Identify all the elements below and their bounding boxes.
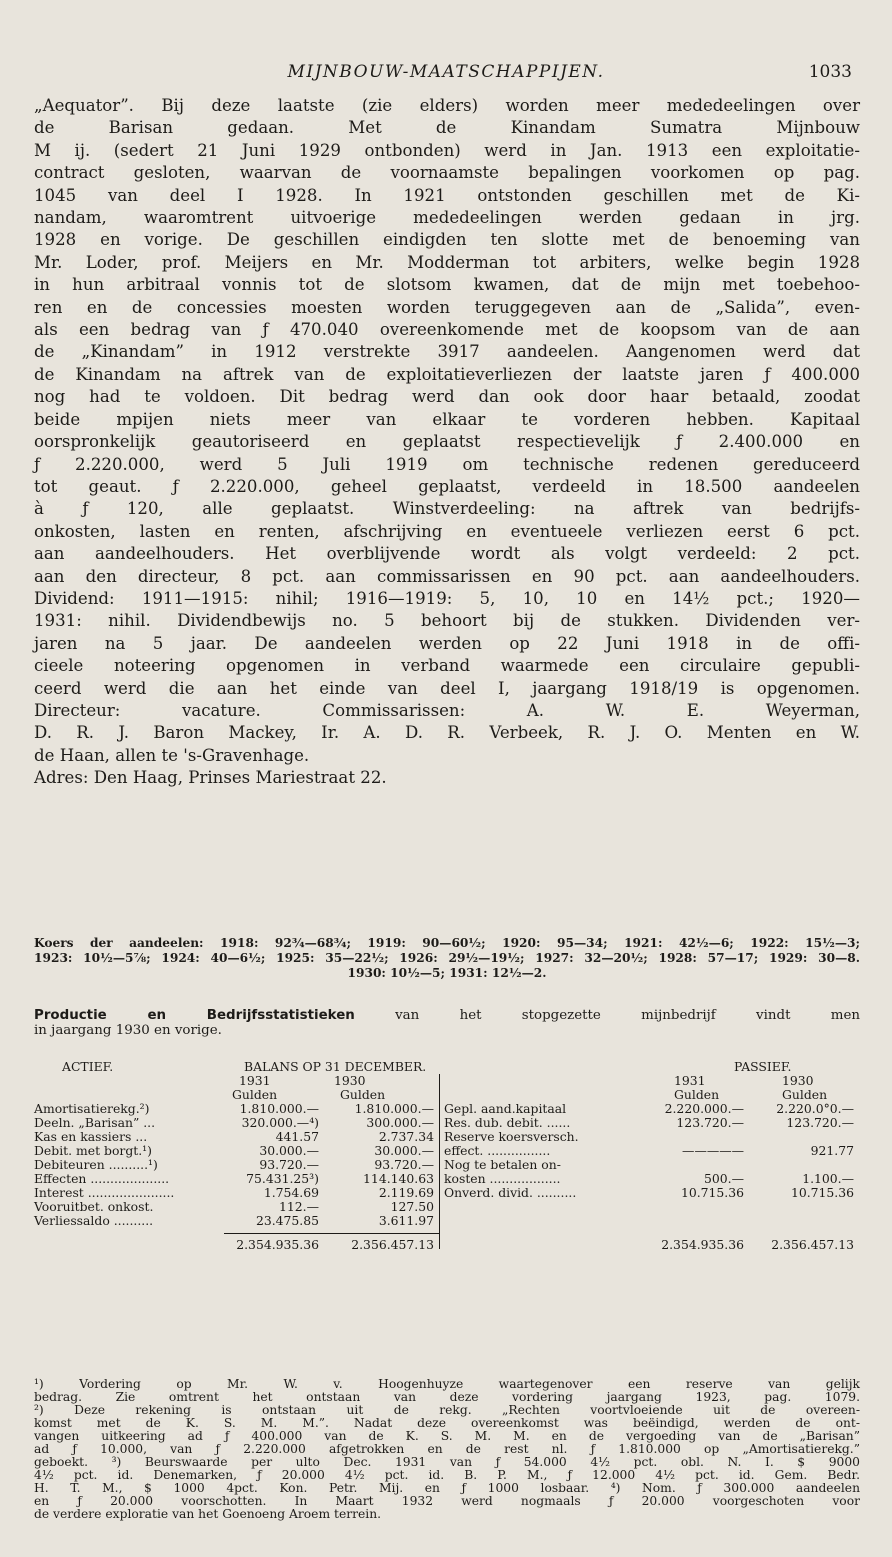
liability-value-1931: 2.220.000.— bbox=[664, 1101, 744, 1116]
asset-value-1930: 1.810.000.— bbox=[354, 1101, 434, 1116]
asset-value-1930: 2.737.34 bbox=[378, 1129, 434, 1144]
running-header: MIJNBOUW-MAATSCHAPPIJEN. bbox=[287, 62, 605, 82]
body-line: nandam, waaromtrent uitvoerige mededeelingen werden gedaan in jrg. bbox=[34, 208, 860, 228]
asset-value-1931: 30.000.— bbox=[259, 1143, 319, 1158]
currency-label: Gulden bbox=[232, 1087, 278, 1102]
body-line: ceerd werd die aan het einde van deel I, jaargang 1918/19 is opgenomen. bbox=[34, 678, 860, 698]
body-line: in hun arbitraal vonnis tot de slotsom kwamen, dat de mijn met toebehoo- bbox=[34, 275, 860, 295]
year-label: 1931 bbox=[674, 1073, 706, 1088]
body-line: nog had te voldoen. Dit bedrag werd dan ook door haar betaald, zoodat bbox=[34, 387, 860, 407]
asset-label: Verliessaldo .......... bbox=[34, 1213, 154, 1228]
total-rule bbox=[224, 1233, 439, 1234]
balance-total-row bbox=[34, 1238, 860, 1252]
total-value: 2.354.935.36 bbox=[661, 1237, 744, 1252]
body-line: aan aandeelhouders. Het overblijvende wordt als volgt verdeeld: 2 pct. bbox=[34, 544, 860, 564]
body-line: M ij. (sedert 21 Juni 1929 ontbonden) werd in Jan. 1913 een exploitatie- bbox=[34, 140, 860, 160]
balance-currency-row bbox=[34, 1088, 860, 1102]
liability-row bbox=[34, 1144, 860, 1158]
asset-label: Deeln. „Barisan” ... bbox=[34, 1115, 156, 1130]
koers-line: 1923: 10½—5⅞; 1924: 40—6½; 1925: 35—22½; 1926: 29½—19½; 1927: 32—20½; 1928: 57—17; 1929: 30—8. bbox=[34, 951, 860, 965]
body-line: oorspronkelijk geautoriseerd en geplaatst respectievelijk ƒ 2.400.000 en bbox=[34, 432, 860, 452]
asset-value-1930: 2.119.69 bbox=[378, 1185, 434, 1200]
body-line: ƒ 2.220.000, werd 5 Juli 1919 om technische redenen gereduceerd bbox=[34, 454, 860, 474]
body-line: aan den directeur, 8 pct. aan commissarissen en 90 pct. aan aandeelhouders. bbox=[34, 566, 860, 586]
footnote-line: komst met de K. S. M. M.”. Nadat deze overeenkomst was beëindigd, werden de ont- bbox=[34, 1416, 860, 1430]
address-line: Adres: Den Haag, Prinses Mariestraat 22. bbox=[34, 768, 387, 788]
asset-value-1931: 1.810.000.— bbox=[239, 1101, 319, 1116]
currency-label: Gulden bbox=[340, 1087, 386, 1102]
footnote-line: en ƒ 20.000 voorschotten. In Maart 1932 werd nogmaals ƒ 20.000 voorgeschoten voor bbox=[34, 1494, 860, 1508]
body-line: als een bedrag van ƒ 470.040 overeenkomende met de koopsom van de aan bbox=[34, 320, 860, 340]
footnote-line: 4½ pct. id. Denemarken, ƒ 20.000 4½ pct. id. B. P. M., ƒ 12.000 4½ pct. id. Gem. Bedr. bbox=[34, 1468, 860, 1482]
body-line: 1045 van deel I 1928. In 1921 ontstonden geschillen met de Ki- bbox=[34, 185, 860, 205]
asset-label: Effecten .................... bbox=[34, 1171, 170, 1186]
asset-value-1931: 1.754.69 bbox=[263, 1185, 319, 1200]
production-text: van het stopgezette mijnbedrijf vindt men bbox=[354, 1008, 860, 1023]
liability-label: Reserve koersversch. bbox=[444, 1129, 579, 1144]
currency-label: Gulden bbox=[782, 1087, 828, 1102]
column-divider bbox=[439, 1074, 440, 1249]
liability-value-1931: 123.720.— bbox=[676, 1115, 744, 1130]
share-price-history bbox=[34, 936, 860, 981]
body-line: de „Kinandam” in 1912 verstrekte 3917 aandeelen. Aangenomen werd dat bbox=[34, 342, 860, 362]
liability-row bbox=[34, 1158, 860, 1172]
company-description bbox=[34, 95, 860, 790]
liability-label: Nog te betalen on- bbox=[444, 1157, 561, 1172]
koers-line: 1930: 10½—5; 1931: 12½—2. bbox=[347, 966, 547, 980]
body-line: de Kinandam na aftrek van de exploitatieverliezen der laatste jaren ƒ 400.000 bbox=[34, 364, 860, 384]
balance-year-row bbox=[34, 1074, 860, 1088]
asset-label: Interest ...................... bbox=[34, 1185, 175, 1200]
body-line: tot geaut. ƒ 2.220.000, geheel geplaatst, verdeeld in 18.500 aandeelen bbox=[34, 476, 860, 496]
liability-value-1930: 10.715.36 bbox=[790, 1185, 854, 1200]
footnotes bbox=[34, 1378, 860, 1521]
liability-value-1931: 10.715.36 bbox=[680, 1185, 744, 1200]
actief-label: ACTIEF. bbox=[62, 1059, 114, 1074]
body-line: ren en de concessies moesten worden teruggegeven aan de „Salida”, even- bbox=[34, 297, 860, 317]
asset-value-1930: 114.140.63 bbox=[363, 1171, 434, 1186]
year-label: 1930 bbox=[782, 1073, 814, 1088]
asset-value-1930: 300.000.— bbox=[366, 1115, 434, 1130]
asset-value-1931: 112.— bbox=[279, 1199, 319, 1214]
asset-value-1931: 93.720.— bbox=[259, 1157, 319, 1172]
liability-label: Onverd. divid. .......... bbox=[444, 1185, 577, 1200]
production-line-2: in jaargang 1930 en vorige. bbox=[34, 1023, 222, 1038]
footnote-line: ad ƒ 10.000, van ƒ 2.220.000 afgetrokken en de rest nl. ƒ 1.810.000 op „Amortisatierekg.” bbox=[34, 1442, 860, 1456]
balance-title: BALANS OP 31 DECEMBER. bbox=[244, 1059, 427, 1074]
asset-value-1930: 93.720.— bbox=[374, 1157, 434, 1172]
body-line: de Barisan gedaan. Met de Kinandam Sumatra Mijnbouw bbox=[34, 118, 860, 138]
liability-row bbox=[34, 1102, 860, 1116]
liability-value-1930: 921.77 bbox=[810, 1143, 854, 1158]
footnote-line: geboekt. ³) Beurswaarde per ulto Dec. 1931 van ƒ 54.000 4½ pct. obl. N. I. $ 9000 bbox=[34, 1455, 860, 1469]
liability-row bbox=[34, 1172, 860, 1186]
balance-heading-row bbox=[34, 1060, 860, 1074]
body-line: Directeur: vacature. Commissarissen: A. W. E. Weyerman, bbox=[34, 700, 860, 720]
body-line: D. R. J. Baron Mackey, Ir. A. D. R. Verbeek, R. J. O. Menten en W. bbox=[34, 723, 860, 743]
asset-value-1931: 441.57 bbox=[275, 1129, 319, 1144]
production-line bbox=[34, 1008, 860, 1023]
body-line: „Aequator”. Bij deze laatste (zie elders) worden meer mededeelingen over bbox=[34, 96, 860, 115]
body-line: 1931: nihil. Dividendbewijs no. 5 behoort bij de stukken. Dividenden ver- bbox=[34, 611, 860, 631]
liability-value-1930: 123.720.— bbox=[786, 1115, 854, 1130]
footnote-line: bedrag. Zie omtrent het ontstaan van deze vordering jaargang 1923, pag. 1079. bbox=[34, 1390, 860, 1404]
page-number: 1033 bbox=[808, 62, 852, 82]
footnote-line: H. T. M., $ 1000 4pct. Kon. Petr. Mij. en ƒ 1000 losbaar. ⁴) Nom. ƒ 300.000 aandeelen bbox=[34, 1481, 860, 1495]
body-line: onkosten, lasten en renten, afschrijving en eventueele verliezen eerst 6 pct. bbox=[34, 521, 860, 541]
liability-row bbox=[34, 1130, 860, 1144]
total-value: 2.356.457.13 bbox=[351, 1237, 434, 1252]
koers-line: Koers der aandeelen: 1918: 92¾—68¾; 1919: 90—60½; 1920: 95—34; 1921: 42½—6; 1922: 15½—3; bbox=[34, 936, 860, 950]
asset-row bbox=[34, 1214, 860, 1228]
body-line: à ƒ 120, alle geplaatst. Winstverdeeling: na aftrek van bedrijfs- bbox=[34, 499, 860, 519]
liability-value-1931: ————— bbox=[682, 1143, 744, 1158]
asset-value-1930: 127.50 bbox=[390, 1199, 434, 1214]
liability-label: Gepl. aand.kapitaal bbox=[444, 1101, 567, 1116]
body-line: contract gesloten, waarvan de voornaamste bepalingen voorkomen op pag. bbox=[34, 163, 860, 183]
asset-label: Debit. met borgt.¹) bbox=[34, 1143, 152, 1158]
footnote-line: ²) Deze rekening is ontstaan uit de rekg. „Rechten voortvloeiende uit de overeen- bbox=[34, 1403, 860, 1417]
asset-value-1931: 75.431.25³) bbox=[246, 1171, 319, 1186]
footnote-line: de verdere exploratie van het Goenoeng Aroem terrein. bbox=[34, 1507, 382, 1521]
liability-value-1930: 2.220.0°0.— bbox=[776, 1101, 854, 1116]
body-line: Dividend: 1911—1915: nihil; 1916—1919: 5, 10, 10 en 14½ pct.; 1920— bbox=[34, 588, 860, 608]
total-value: 2.356.457.13 bbox=[771, 1237, 854, 1252]
asset-label: Kas en kassiers ... bbox=[34, 1129, 148, 1144]
production-note bbox=[34, 1008, 860, 1038]
body-line: beide mpijen niets meer van elkaar te vorderen hebben. Kapitaal bbox=[34, 409, 860, 429]
liability-value-1930: 1.100.— bbox=[802, 1171, 854, 1186]
body-line: 1928 en vorige. De geschillen eindigden ten slotte met de benoeming van bbox=[34, 230, 860, 250]
liability-label: Res. dub. debit. ...... bbox=[444, 1115, 571, 1130]
body-line: Mr. Loder, prof. Meijers en Mr. Modderman tot arbiters, welke begin 1928 bbox=[34, 252, 860, 272]
production-heading: Productie en Bedrijfsstatistieken bbox=[34, 1008, 355, 1023]
liability-value-1931: 500.— bbox=[704, 1171, 744, 1186]
body-line: cieele noteering opgenomen in verband waarmede een circulaire gepubli- bbox=[34, 656, 860, 676]
total-value: 2.354.935.36 bbox=[236, 1237, 319, 1252]
body-line: jaren na 5 jaar. De aandeelen werden op 22 Juni 1918 in de offi- bbox=[34, 633, 860, 653]
liability-row bbox=[34, 1186, 860, 1200]
year-label: 1930 bbox=[334, 1073, 366, 1088]
liability-label: effect. ................ bbox=[444, 1143, 551, 1158]
asset-label: Amortisatierekg.²) bbox=[34, 1101, 150, 1116]
body-line: de Haan, allen te 's-Gravenhage. bbox=[34, 745, 310, 765]
year-label: 1931 bbox=[239, 1073, 271, 1088]
liability-label: kosten .................. bbox=[444, 1171, 561, 1186]
asset-row bbox=[34, 1200, 860, 1214]
asset-value-1931: 320.000.—⁴) bbox=[241, 1115, 319, 1130]
liability-row bbox=[34, 1116, 860, 1130]
asset-value-1931: 23.475.85 bbox=[255, 1213, 319, 1228]
passief-label: PASSIEF. bbox=[734, 1059, 792, 1074]
footnote-line: vangen uitkeering ad ƒ 400.000 van de K. S. M. M. en de vergoeding van de „Barisan” bbox=[34, 1429, 860, 1443]
footnote-line: ¹) Vordering op Mr. W. v. Hoogenhuyze waartegenover een reserve van gelijk bbox=[34, 1377, 860, 1391]
asset-label: Vooruitbet. onkost. bbox=[34, 1199, 154, 1214]
asset-value-1930: 30.000.— bbox=[374, 1143, 434, 1158]
currency-label: Gulden bbox=[674, 1087, 720, 1102]
asset-label: Debiteuren ..........¹) bbox=[34, 1157, 158, 1172]
asset-value-1930: 3.611.97 bbox=[378, 1213, 434, 1228]
